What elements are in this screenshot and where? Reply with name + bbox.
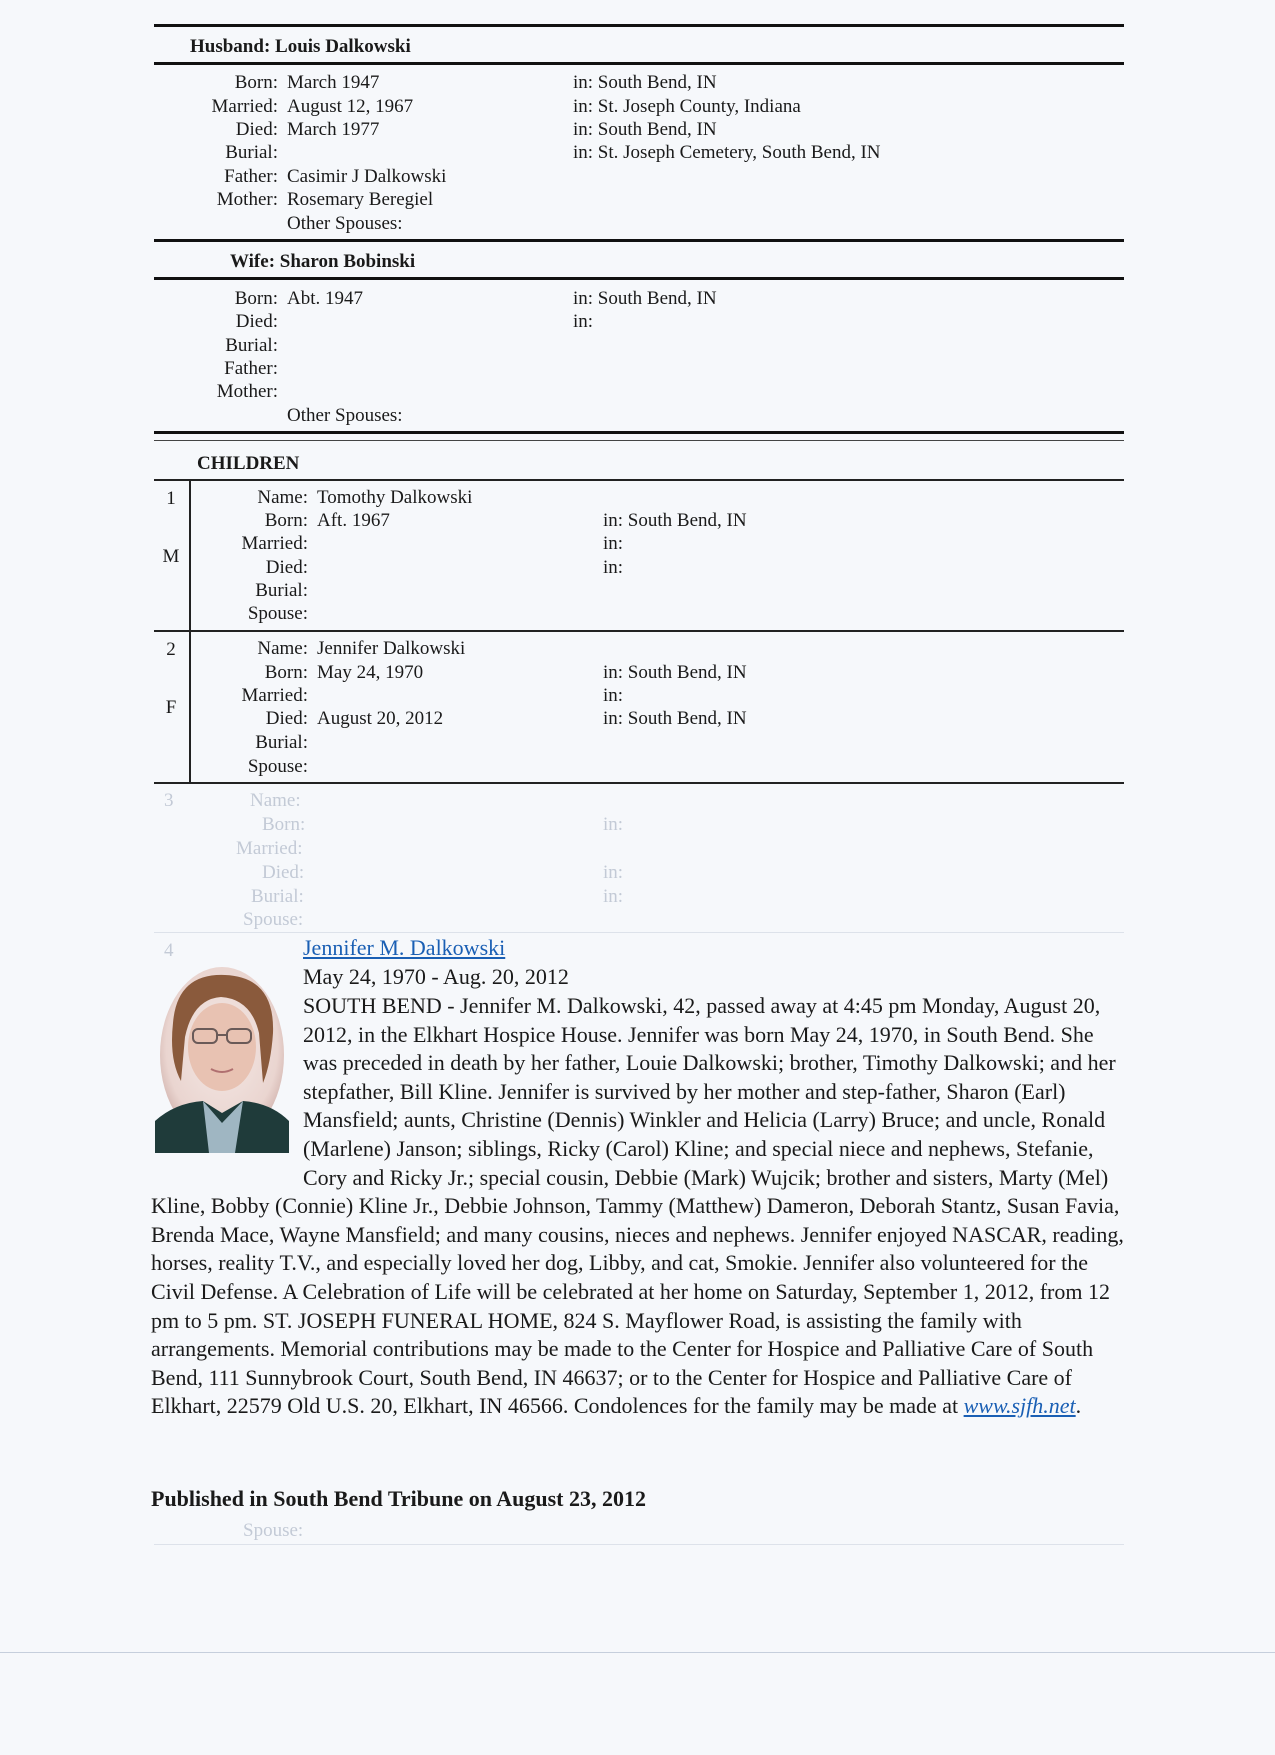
- child-name-label: Name:: [257, 487, 308, 508]
- wife-died-place: in:: [573, 311, 594, 332]
- child-died-label: Died:: [265, 557, 308, 578]
- husband-label: Husband:: [190, 36, 271, 57]
- ghost-text: in:: [603, 814, 624, 835]
- page-edge: [0, 1652, 1275, 1653]
- child-born-label: Born:: [264, 510, 308, 531]
- child-number: 1: [166, 488, 176, 509]
- child-number: 2: [166, 639, 176, 660]
- rule: [154, 479, 1124, 481]
- child-died-label: Died:: [265, 708, 308, 729]
- child-spouse-label: Spouse:: [247, 603, 308, 624]
- ghost-text: Burial:: [251, 886, 304, 907]
- child-sex: F: [165, 697, 177, 718]
- ghost-text: 4: [164, 940, 174, 961]
- wife-other-spouses: Other Spouses:: [287, 405, 403, 426]
- children-heading: CHILDREN: [197, 453, 300, 474]
- husband-name: Louis Dalkowski: [275, 36, 411, 57]
- husband-mother-label: Mother:: [216, 189, 278, 210]
- ghost-text: 3: [164, 790, 174, 811]
- child-born-value: May 24, 1970: [317, 662, 424, 683]
- child-name-label: Name:: [257, 638, 308, 659]
- obituary-text-end: .: [1075, 1393, 1082, 1419]
- ghost-text: Died:: [262, 862, 305, 883]
- husband-born-value: March 1947: [287, 72, 380, 93]
- husband-died-value: March 1977: [287, 119, 380, 140]
- child-married-place: in:: [603, 533, 624, 554]
- husband-father-label: Father:: [224, 166, 278, 187]
- husband-born-place: in: South Bend, IN: [573, 72, 717, 93]
- child-burial-label: Burial:: [255, 732, 308, 753]
- rule: [154, 239, 1124, 242]
- child-died-value: August 20, 2012: [317, 708, 444, 729]
- ghost-text: Married:: [236, 838, 303, 859]
- wife-born-place: in: South Bend, IN: [573, 288, 717, 309]
- child-died-place: in: South Bend, IN: [603, 708, 747, 729]
- child-spouse-label: Spouse:: [247, 756, 308, 777]
- child-name-value: Jennifer Dalkowski: [317, 638, 466, 659]
- husband-married-label: Married:: [211, 96, 278, 117]
- husband-burial-place: in: St. Joseph Cemetery, South Bend, IN: [573, 142, 881, 163]
- child-married-label: Married:: [241, 685, 308, 706]
- wife-label: Wife:: [230, 251, 276, 272]
- obituary-dates: May 24, 1970 - Aug. 20, 2012: [303, 964, 569, 989]
- child-born-value: Aft. 1967: [317, 510, 390, 531]
- ghost-text: Name:: [250, 790, 301, 811]
- child-born-place: in: South Bend, IN: [603, 510, 747, 531]
- child-burial-label: Burial:: [255, 580, 308, 601]
- husband-burial-label: Burial:: [225, 142, 278, 163]
- ghost-text: in:: [603, 886, 624, 907]
- child-born-label: Born:: [264, 662, 308, 683]
- wife-born-label: Born:: [234, 288, 278, 309]
- rule: [154, 782, 1124, 784]
- wife-mother-label: Mother:: [216, 381, 278, 402]
- condolence-link[interactable]: www.sjfh.net: [963, 1393, 1076, 1419]
- obituary-body: [151, 992, 1133, 1421]
- wife-died-label: Died:: [235, 311, 278, 332]
- ghost-text: Born:: [262, 814, 306, 835]
- child-name-value: Tomothy Dalkowski: [317, 487, 473, 508]
- wife-heading: [230, 251, 415, 273]
- husband-other-spouses: Other Spouses:: [287, 213, 403, 234]
- wife-burial-label: Burial:: [225, 335, 278, 356]
- rule: [154, 440, 1124, 441]
- photo-spacer: [151, 992, 303, 1170]
- rule: [154, 630, 1124, 632]
- wife-born-value: Abt. 1947: [287, 288, 363, 309]
- obituary-text: SOUTH BEND - Jennifer M. Dalkowski, 42, passed away at 4:45 pm Monday, August 20, 2012, in the Elkhart Hospice House. Jennifer was born May 24, 1970, in South Bend. She was preceded in death by her father, Louie Dalkowski; brother, Timothy Dalkowski; and her stepfather, Bill Kline. Jennifer is survived by her mother and step-father, Sharon (Earl) Mansfield; aunts, Christine (Dennis) Winkler and Helicia (Larry) Bruce; and uncle, Ronald (Marlene) Janson; siblings, Ricky (Carol) Kline; and special niece and nephews, Stefanie, Cory and Ricky Jr.; special cousin, Debbie (Mark) Wujcik; brother and sisters, Marty (Mel) Kline, Bobby (Connie) Kline Jr., Debbie Johnson, Tammy (Matthew) Dameron, Deborah Stantz, Susan Favia, Brenda Mace, Wayne Mansfield; and many cousins, nieces and nephews. Jennifer enjoyed NASCAR, reading, horses, reality T.V., and especially loved her dog, Libby, and cat, Smokie. Jennifer also volunteered for the Civil Defense. A Celebration of Life will be celebrated at her home on Saturday, September 1, 2012, from 12 pm to 5 pm. ST. JOSEPH FUNERAL HOME, 824 S. Mayflower Road, is assisting the family with arrangements. Memorial contributions may be made to the Center for Hospice and Palliative Care of South Bend, 111 Sunnybrook Court, South Bend, IN 46637; or to the Center for Hospice and Palliative Care of Elkhart, 22579 Old U.S. 20, Elkhart, IN 46566. Condolences for the family may be made at: [151, 993, 1124, 1419]
- husband-mother-value: Rosemary Beregiel: [287, 189, 434, 210]
- ghost-text: in:: [603, 862, 624, 883]
- child-married-label: Married:: [241, 533, 308, 554]
- rule: [154, 24, 1124, 27]
- wife-name: Sharon Bobinski: [279, 251, 416, 272]
- rule: [154, 62, 1124, 65]
- child-married-place: in:: [603, 685, 624, 706]
- rule: [154, 431, 1124, 434]
- husband-died-place: in: South Bend, IN: [573, 119, 717, 140]
- husband-father-value: Casimir J Dalkowski: [287, 166, 447, 187]
- husband-born-label: Born:: [234, 72, 278, 93]
- rule: [154, 277, 1124, 280]
- wife-father-label: Father:: [224, 358, 278, 379]
- obituary-title-link[interactable]: Jennifer M. Dalkowski: [303, 935, 506, 960]
- husband-married-place: in: St. Joseph County, Indiana: [573, 96, 801, 117]
- ghost-rule: [154, 932, 1124, 933]
- ghost-text: Spouse:: [243, 909, 304, 930]
- published-note: Published in South Bend Tribune on August 23, 2012: [151, 1486, 646, 1511]
- husband-married-value: August 12, 1967: [287, 96, 414, 117]
- husband-heading: [190, 36, 411, 58]
- husband-died-label: Died:: [235, 119, 278, 140]
- ghost-rule: [154, 1544, 1124, 1545]
- child-died-place: in:: [603, 557, 624, 578]
- ghost-text: Spouse:: [243, 1520, 304, 1541]
- child-sex: M: [162, 546, 180, 567]
- child-born-place: in: South Bend, IN: [603, 662, 747, 683]
